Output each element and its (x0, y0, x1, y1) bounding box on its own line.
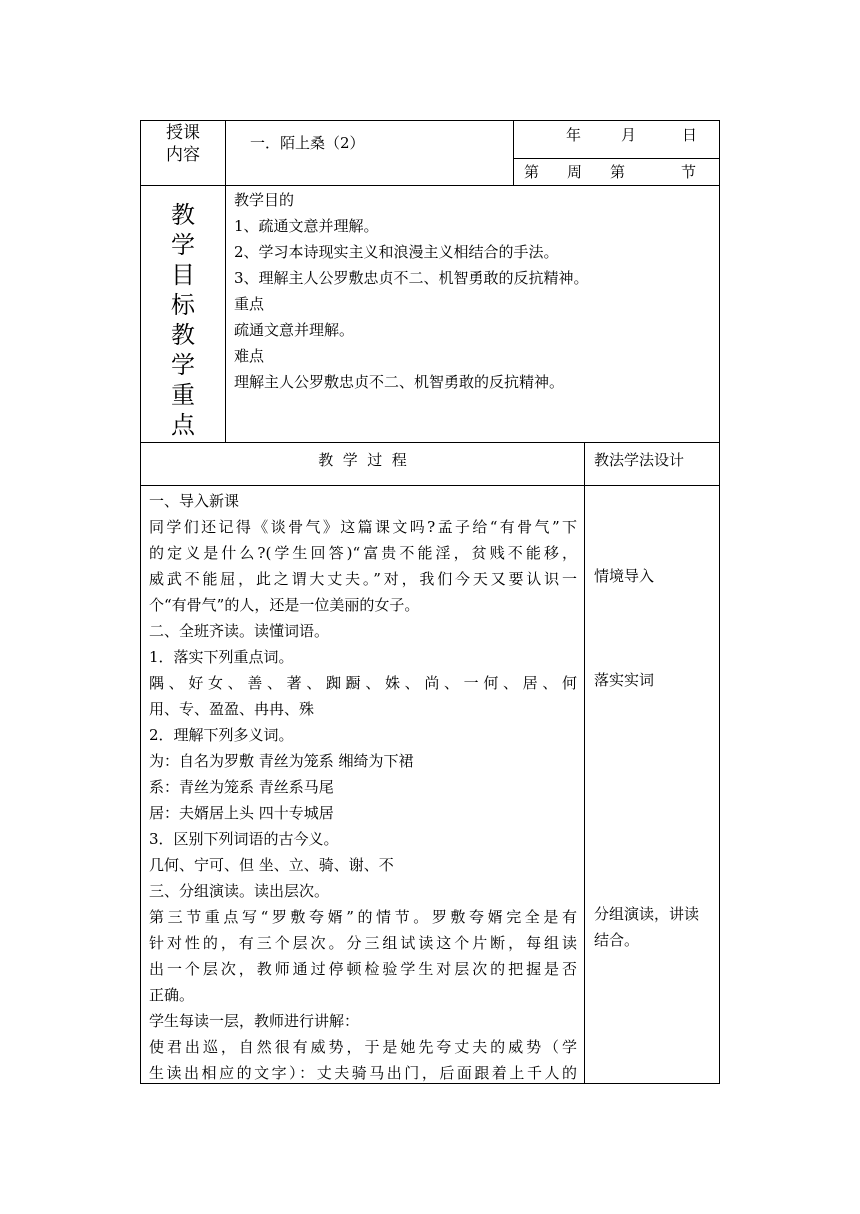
date-day: 日 (682, 126, 698, 144)
process-line: 2．理解下列多义词。 (149, 726, 294, 744)
method-note-group-cont: 结合。 (594, 931, 640, 949)
method-header: 教法学法设计 (594, 451, 685, 469)
process-line: 针对性的，有三个层次。分三组试读这个片断，每组读 (149, 934, 577, 952)
process-line: 同学们还记得《谈骨气》这篇课文吗?孟子给“有骨气”下 (149, 518, 577, 536)
process-line: 1．落实下列重点词。 (149, 648, 294, 666)
content-label-cell (141, 122, 225, 166)
process-line: 几何、宁可、但 坐、立、骑、谢、不 (149, 856, 394, 874)
method-note-words: 落实实词 (594, 671, 655, 689)
lesson-title: 一．陌上桑（2） (250, 134, 365, 152)
table-border-top (140, 120, 720, 121)
period-label: 节 (681, 163, 697, 181)
process-line: 一、导入新课 (149, 492, 240, 510)
goals-line: 3、理解主人公罗敷忠贞不二、机智勇敢的反抗精神。 (234, 269, 589, 287)
date-month: 月 (621, 126, 637, 144)
process-line: 学生每读一层，教师进行讲解： (149, 1012, 360, 1030)
method-note-group: 分组演读，讲读 (594, 905, 700, 923)
goals-label-char: 目 (171, 261, 195, 289)
process-header: 教 学 过 程 (318, 451, 407, 469)
goals-line: 教学目的 (234, 191, 295, 209)
goals-line: 疏通文意并理解。 (234, 321, 355, 339)
row-divider-header (140, 185, 720, 186)
process-line: 第三节重点写“罗敷夸婿”的情节。罗敷夸婿完全是有 (149, 908, 577, 926)
process-line: 居：夫婿居上头 四十专城居 (149, 804, 334, 822)
goals-label-char: 学 (171, 351, 195, 379)
goals-content (234, 187, 589, 395)
week-prefix: 第 (524, 163, 540, 181)
goals-line: 理解主人公罗敷忠贞不二、机智勇敢的反抗精神。 (234, 373, 565, 391)
process-line: 出一个层次，教师通过停顿检验学生对层次的把握是否 (149, 960, 577, 978)
process-line: 隅、好女、善、著、踟蹰、姝、尚、一何、居、何 (149, 674, 577, 692)
process-content (149, 488, 577, 1086)
row-divider-process-header (140, 485, 720, 486)
row-divider-goals (140, 442, 720, 443)
col-divider-label (225, 120, 226, 443)
process-line: 用、专、盈盈、冉冉、殊 (149, 700, 315, 718)
table-border-right (719, 120, 720, 1084)
period-prefix: 第 (610, 163, 626, 181)
date-year: 年 (566, 126, 582, 144)
process-line: 威武不能屈，此之谓大丈夫。”对，我们今天又要认识一 (149, 570, 577, 588)
process-line: 3．区别下列词语的古今义。 (149, 830, 339, 848)
goals-side-label (141, 200, 225, 440)
goals-label-char: 学 (171, 231, 195, 259)
process-line: 使君出巡，自然很有威势，于是她先夸丈夫的威势（学 (149, 1038, 577, 1056)
goals-label-char: 标 (171, 291, 195, 319)
process-line: 生读出相应的文字）：丈夫骑马出门，后面跟着上千人的 (149, 1064, 577, 1082)
week-label: 周 (567, 163, 583, 181)
content-label-line-1: 授课 (166, 123, 200, 143)
process-line: 系：青丝为笼系 青丝系马尾 (149, 778, 334, 796)
goals-line: 1、疏通文意并理解。 (234, 217, 379, 235)
process-line: 二、全班齐读。读懂词语。 (149, 622, 330, 640)
content-label-line-2: 内容 (166, 145, 200, 165)
goals-label-char: 教 (171, 201, 195, 229)
process-line: 正确。 (149, 986, 195, 1004)
process-line: 为：自名为罗敷 青丝为笼系 缃绮为下裙 (149, 752, 414, 770)
process-line: 的定义是什么?(学生回答)“富贵不能淫，贫贱不能移， (149, 544, 577, 562)
method-note-intro: 情境导入 (594, 567, 655, 585)
goals-line: 难点 (234, 347, 265, 365)
goals-label-char: 教 (171, 321, 195, 349)
process-line: 三、分组演读。读出层次。 (149, 882, 330, 900)
goals-line: 2、学习本诗现实主义和浪漫主义相结合的手法。 (234, 243, 559, 261)
goals-label-char: 重 (171, 381, 195, 409)
goals-line: 重点 (234, 295, 265, 313)
col-divider-date (513, 120, 514, 186)
col-divider-method (584, 442, 585, 1084)
process-line: 个“有骨气”的人，还是一位美丽的女子。 (149, 596, 420, 614)
goals-label-char: 点 (171, 411, 195, 439)
